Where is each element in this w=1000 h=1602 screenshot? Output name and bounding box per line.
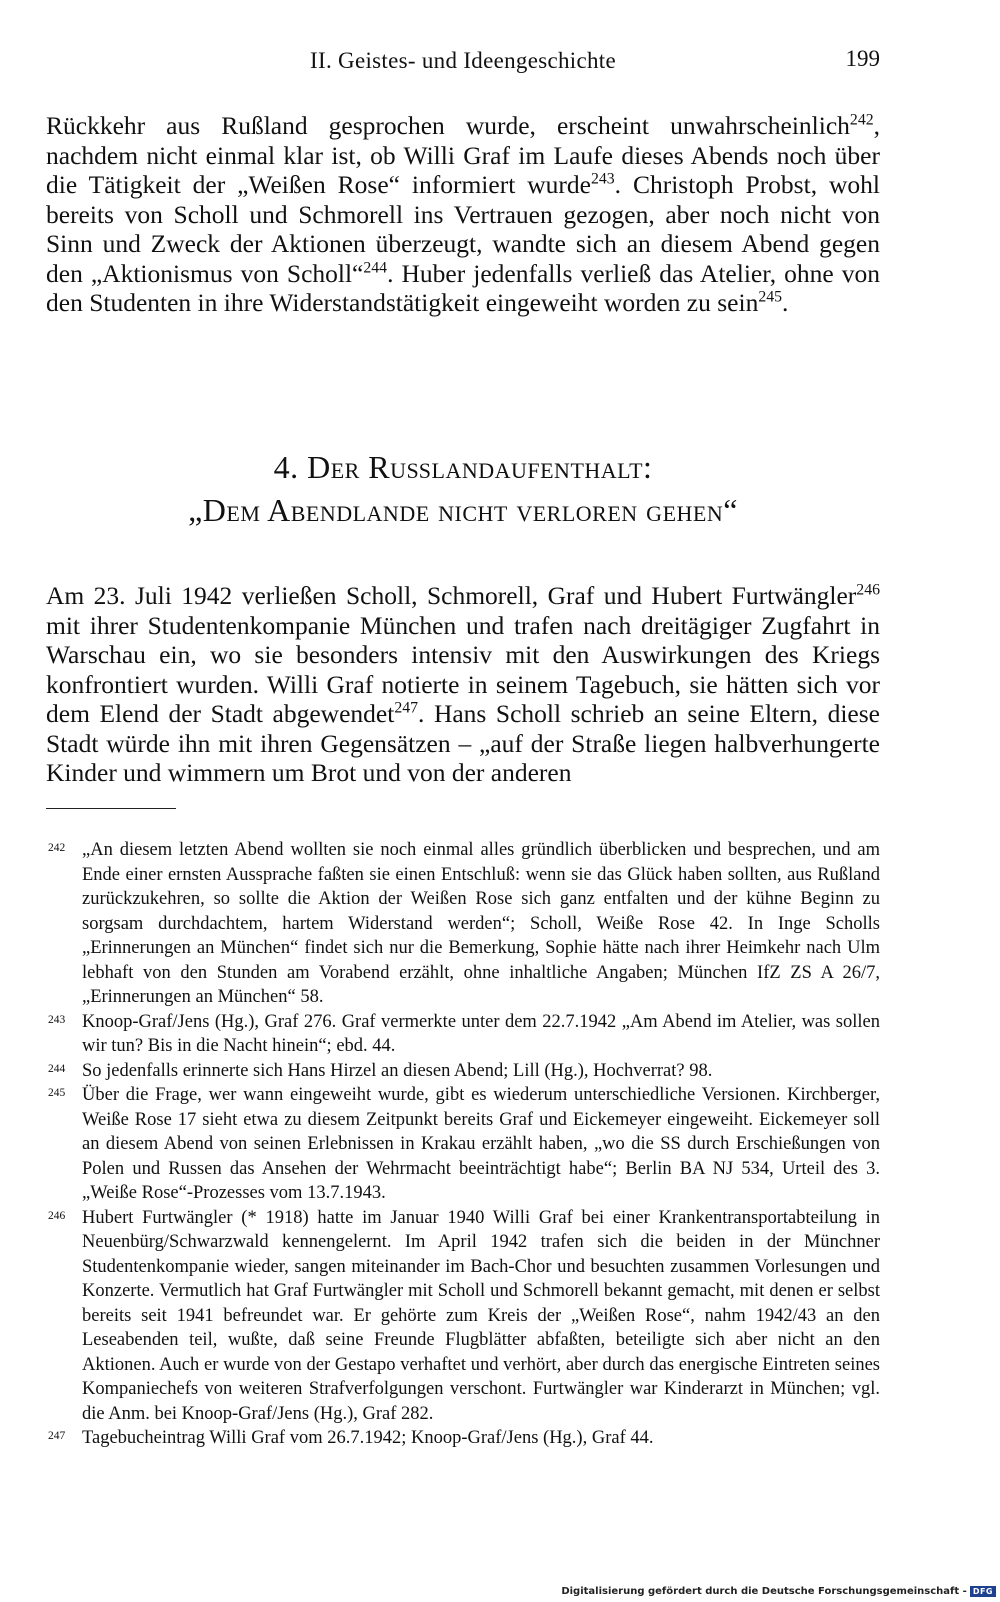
footnote-ref-244[interactable]: 244: [363, 259, 388, 276]
footnote-ref-247[interactable]: 247: [394, 699, 419, 717]
footnote: [46, 1010, 880, 1059]
footnote-text: Knoop-Graf/Jens (Hg.), Graf 276. Graf vermerkte unter dem 22.7.1942 „Am Abend im Atelier, was sollen wir tun? Bis in die Nacht hinein“; ebd. 44.: [82, 1011, 880, 1056]
footnote-number: 244: [48, 1062, 66, 1075]
section-heading: [46, 446, 880, 532]
footnote: [46, 1206, 880, 1427]
main-paragraph: [46, 581, 880, 788]
section-heading-line-1: 4. Der Rußlandaufenthalt:: [273, 449, 653, 485]
footnote-ref-243[interactable]: 243: [590, 170, 615, 188]
footnotes: [46, 838, 880, 1451]
footnote-number: 245: [48, 1087, 66, 1099]
footnote: [46, 838, 880, 1010]
footnote: [46, 1059, 880, 1084]
footnote-ref-245[interactable]: 245: [758, 288, 783, 306]
main-text-2: mit ihrer Studentenkompanie München und trafen nach dreitägiger Zugfahrt in Warschau ein, wo sie besonders intensiv mit den Auswirkungen des Kriegs konfrontiert wurden. Willi Graf notierte in seinem Tagebuch, sie hätten sich vor dem Elend der Stadt abgewendet: [46, 610, 880, 728]
footnote-text: Hubert Furtwängler (* 1918) hatte im Januar 1940 Willi Graf bei einer Krankentransportabteilung in Neuenbürg/Schwarzwald kennengelernt. Im April 1942 trafen sich die beiden in der Münchner Studentenkompanie wieder, sangen miteinander im Bach-Chor und besuchten zusammen Vorlesungen und Konzerte. Vermutlich hat Graf Furtwängler mit Scholl und Schmorell bekannt gemacht, mit denen er selbst bereits seit 1941 befreundet war. Er gehörte zum Kreis der „Weißen Rose“, nahm 1942/43 an den Leseabenden teil, wußte, daß seine Freunde Flugblätter abfaßten, beteiligte sich aber nicht an den Aktionen. Auch er wurde von der Gestapo verhaftet und verhört, aber durch das energische Eintreten seines Kompaniechefs von weiteren Strafverfolgungen verschont. Furtwängler war Kinderarzt in München; vgl. die Anm. bei Knoop-Graf/Jens (Hg.), Graf 282.: [82, 1207, 880, 1424]
running-head: [46, 46, 880, 78]
page-number: 199: [845, 46, 880, 71]
digitization-footer: [561, 1584, 996, 1598]
footnote-text: Tagebucheintrag Willi Graf vom 26.7.1942; Knoop-Graf/Jens (Hg.), Graf 44.: [82, 1428, 654, 1448]
intro-text-4: . Huber jedenfalls verließ das Atelier, ohne von den Studenten in ihre Widerstandstätigkeit eingeweiht worden zu sein: [46, 258, 880, 317]
footnote-text: „An diesem letzten Abend wollten sie noch einmal alles gründlich überblicken und besprechen, und am Ende einer ernsten Aussprache faßten sie einen Entschluß: wenn sie das Glück haben sollten, aus Rußland zurückzukehren, so sollte die Aktion der Weißen Rose sich ganz entfalten und der kühne Beginn zu sorgsam durchdachtem, hartem Widerstand werden“; Scholl, Weiße Rose 42. In Inge Scholls „Erinnerungen an München“ findet sich nur die Bemerkung, Sophie hätte nach ihrer Heimkehr nach Ulm lebhaft von den Stunden am Vorabend erzählt, ohne inhaltliche Angaben; München IfZ ZS A 26/7, „Erinnerungen an München“ 58.: [82, 840, 880, 1007]
footnote-number: 243: [48, 1013, 66, 1026]
footnote-number: 247: [48, 1430, 66, 1442]
intro-text-5: .: [782, 288, 789, 317]
intro-text-1: Rückkehr aus Rußland gesprochen wurde, erscheint unwahrscheinlich: [46, 111, 850, 140]
intro-text-3: . Christoph Probst, wohl bereits von Scholl und Schmorell ins Vertrauen gezogen, aber noch nicht von Sinn und Zweck der Aktionen überzeugt, wandte sich an diesem Abend gegen den „Aktionismus von Scholl“: [46, 170, 881, 288]
footnote: [46, 1083, 880, 1206]
footnote-text: Über die Frage, wer wann eingeweiht wurde, gibt es wiederum unterschiedliche Versionen. Kirchberger, Weiße Rose 17 sieht etwa zu diesem Zeitpunkt bereits Graf und Eickemeyer eingeweiht. Eickemeyer soll an diesem Abend von seinen Erlebnissen in Krakau erzählt haben, „wo die SS durch Erschießungen von Polen und Russen das Ansehen der Wehrmacht beeinträchtigt habe“; Berlin BA NJ 534, Urteil des 3. „Weiße Rose“-Prozesses vom 13.7.1943.: [82, 1085, 880, 1203]
footer-text: Digitalisierung gefördert durch die Deutsche Forschungsgemeinschaft -: [561, 1585, 967, 1597]
footnote: [46, 1426, 880, 1451]
footnote-text: So jedenfalls erinnerte sich Hans Hirzel an diesen Abend; Lill (Hg.), Hochverrat? 98.: [82, 1060, 713, 1081]
footnote-ref-242[interactable]: 242: [849, 111, 874, 129]
footnote-ref-246[interactable]: 246: [856, 581, 880, 599]
main-text-3: . Hans Scholl schrieb an seine Eltern, diese Stadt würde ihn mit ihren Gegensätzen – „auf der Straße liegen halbverhungerte Kinder und wimmern um Brot und von der anderen: [46, 699, 880, 787]
intro-paragraph: [46, 111, 880, 318]
footnote-number: 246: [48, 1209, 66, 1222]
section-heading-line-2: „Dem Abendlande nicht verloren gehen“: [188, 492, 738, 528]
footnote-separator: [46, 808, 176, 809]
intro-text-2: , nachdem nicht einmal klar ist, ob Willi Graf im Laufe dieses Abends noch über die Tätigkeit der „Weißen Rose“ informiert wurde: [46, 111, 880, 199]
footnote-number: 242: [48, 842, 66, 854]
main-text-1: Am 23. Juli 1942 verließen Scholl, Schmorell, Graf und Hubert Furtwängler: [46, 581, 857, 610]
dfg-logo: DFG: [970, 1586, 996, 1597]
running-head-title: II. Geistes- und Ideengeschichte: [310, 48, 616, 73]
